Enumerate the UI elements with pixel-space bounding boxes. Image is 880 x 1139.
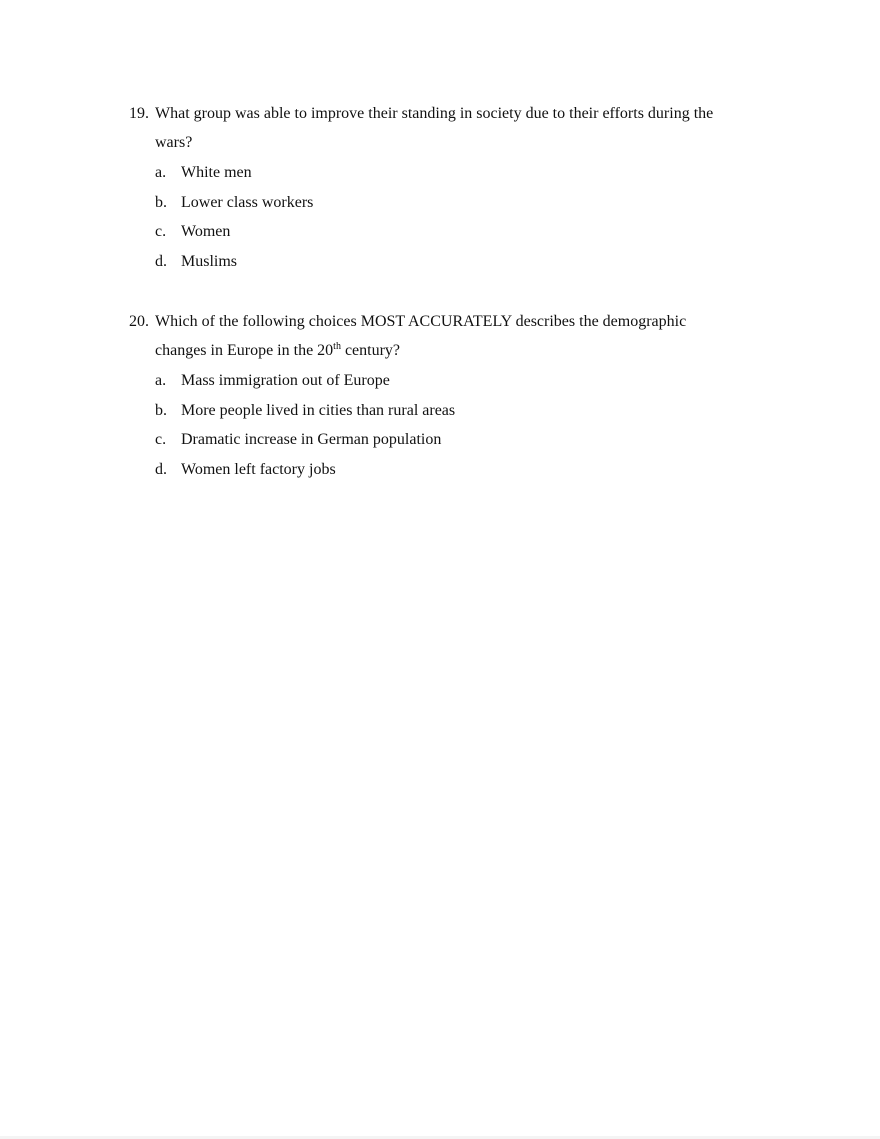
choice-text: More people lived in cities than rural areas: [181, 401, 456, 419]
question-19-stem: [129, 99, 759, 128]
choice-letter: a.: [155, 164, 167, 181]
answer-choice-c: [129, 425, 759, 455]
choice-letter: b.: [155, 401, 167, 419]
question-text-continued: wars?: [155, 134, 193, 151]
choice-letter: b.: [155, 193, 167, 211]
question-text: Which of the following choices MOST ACCURATELY describes the demographic: [155, 313, 687, 330]
choice-text: Muslims: [181, 253, 238, 271]
answer-choices: [129, 158, 759, 277]
question-text-part: century?: [340, 342, 401, 359]
choice-letter: c.: [155, 223, 167, 241]
answer-choices: [129, 366, 759, 485]
answer-choice-c: [129, 217, 759, 247]
choice-letter: d.: [155, 461, 167, 479]
question-number: 20.: [129, 313, 149, 330]
answer-choice-b: [129, 188, 759, 218]
question-text-continued: [129, 336, 759, 365]
question-text-part: changes in Europe in the 20: [155, 342, 334, 359]
ordinal-superscript: th: [333, 341, 341, 352]
answer-choice-a: [129, 366, 759, 396]
question-19: [129, 99, 759, 277]
answer-choice-a: [129, 158, 759, 188]
choice-letter: c.: [155, 431, 167, 449]
answer-choice-b: [129, 396, 759, 426]
answer-choice-d: [129, 455, 759, 485]
question-20-stem: [129, 307, 759, 336]
choice-text: Women left factory jobs: [181, 461, 336, 479]
choice-text: White men: [181, 164, 252, 181]
choice-letter: a.: [155, 372, 167, 389]
answer-choice-d: [129, 247, 759, 277]
choice-text: Mass immigration out of Europe: [181, 372, 390, 389]
question-20: [129, 307, 759, 485]
choice-text: Dramatic increase in German population: [181, 431, 442, 449]
choice-text: Women: [181, 223, 231, 241]
choice-text: Lower class workers: [181, 193, 314, 211]
question-number: 19.: [129, 105, 149, 122]
choice-letter: d.: [155, 253, 167, 271]
question-text: What group was able to improve their standing in society due to their efforts during the: [155, 105, 714, 122]
